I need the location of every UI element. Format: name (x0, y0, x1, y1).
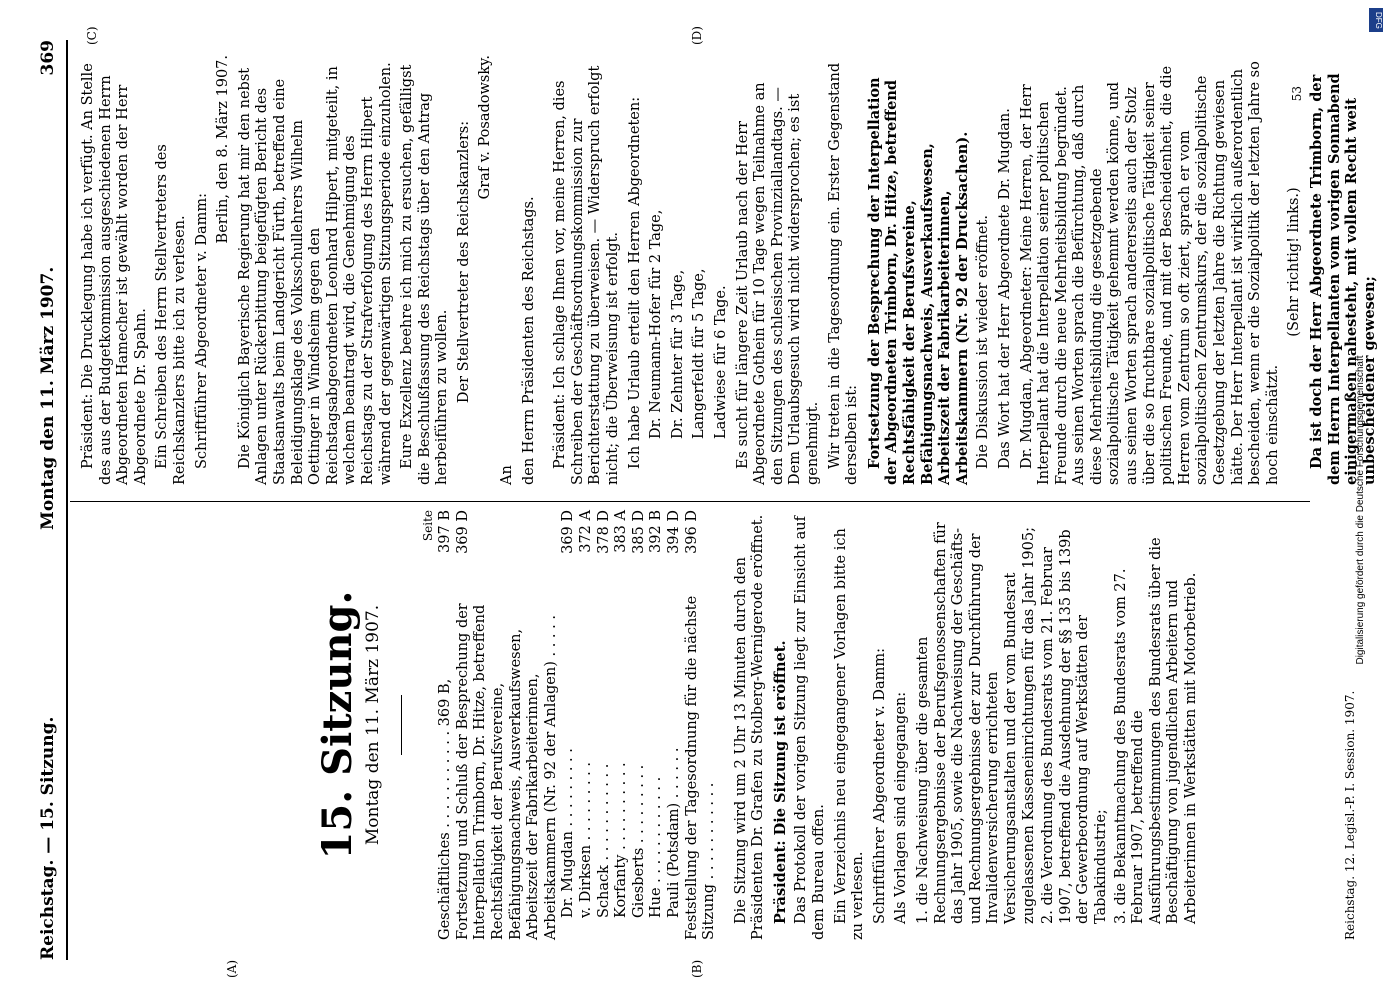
toc-page: 369 D (454, 510, 471, 554)
header-rule (66, 40, 68, 960)
toc-row (684, 510, 719, 940)
list-item: 2. die Verordnung des Bundesrats vom 21. Februar 1907, betreffend die Ausdehnung der §§ 135 bis 139b der Gewerbeordnung auf Werkstätten der Tabakindustrie; (1040, 529, 1109, 924)
digitization-credit (1355, 80, 1371, 940)
toc-text: Giesberts . . . . . . . . . (630, 764, 647, 918)
credit-text: Digitalisierung gefördert durch die Deutsche Forschungsgemeinschaft (1355, 355, 1366, 665)
signature-name: Graf v. Posadowsky. (477, 55, 494, 200)
session-title: 15. Sitzung. (314, 590, 361, 860)
toc-text: Pauli (Potsdam) . . . . . . (665, 747, 682, 918)
page-footer: Reichstag. 12. Legisl.-P. I. Session. 1907. (1343, 690, 1357, 940)
header-date: Montag den 11. März 1907. (38, 266, 58, 530)
paragraph: Eure Exzellenz beehre ich mich zu ersuchen, gefälligst die Beschlußfassung des Reichstags über den Antrag herbeiführen zu wollen. (399, 64, 451, 485)
toc-text: Geschäftliches . . . . . . . . . . . 369 B, (437, 678, 454, 940)
leave-item: Ladwiese für 6 Tage. (713, 285, 729, 439)
toc-page: 385 D (630, 510, 647, 554)
agenda-item: Fortsetzung der Besprechung der Interpellation der Abgeordneten Trimborn, Dr. Hitze, betreffend Rechtsfähigkeit der Berufsvereine, Befähigungsnachweis, Ausverkaufswesen, Arbeitszeit der Fabrikarbeiterinnen, Arbeitskammern (Nr. 92 der Drucksachen). (865, 77, 971, 485)
toc-row (648, 510, 666, 940)
leave-item: Langerfeldt für 5 Tage, (691, 268, 708, 439)
header-left: Reichstag. — 15. Sitzung. (38, 716, 58, 960)
leave-item: Dr. Neumann-Hofer für 2 Tage, (648, 209, 665, 439)
toc-row (437, 510, 455, 940)
margin-mark-a: (A) (225, 959, 239, 978)
speech: Da ist doch der Herr Abgeordnete Trimborn, der dem Herrn Interpellanten vom vorigen Sonnabend einigermaßen nahesteht, mit vollem Recht weit unbescheidener gewesen; (1308, 73, 1378, 485)
speech: Dr. Mugdan, Abgeordneter: Meine Herren, der Herr Interpellant hat die Interpellation seiner politischen Freunde durch die neue Mehrheitsbildung begründet. Aus seinen Worten sprach die Befürchtung, daß durch diese Mehrheitsbildung die gesetzgebende sozialpolitische Tätigkeit gehemmt werden könne, und aus seinen Worten sprach andererseits auch der Stolz über die so fruchtbare sozialpolitische Tätigkeit seiner politischen Freunde, und mit der Bescheidenheit, die die Herren vom Zentrum so oft ziert, sprach er vom sozialpolitischen Zentrumskurs, der die sozialpolitische Gesetzgebung der letzten Jahre die Richtung gewiesen hätte. Der Herr Interpellant ist wirklich außerordentlich bescheiden, wenn er die Sozialpolitik der letzten Jahre so hoch einschätzt. (1018, 61, 1281, 485)
toc-text: Hue . . . . . . . . . . . . (648, 776, 665, 918)
list-item: 1. die Nachweisung über die gesamten Rechnungsergebnisse der Berufsgenossenschaften für das Jahr 1905, sowie die Nachweisung der Geschäfts- und Rechnungsergebnisse der zur Durchführung der Invalidenversicherung errichteten Versicherungsanstalten und der vom Bundesrat zugelassenen Kasseneinrichtungen für das Jahr 1905; (915, 522, 1037, 924)
toc-page: 396 D (683, 510, 700, 554)
margin-mark-b: (B) (690, 959, 704, 978)
toc-page: 392 B (648, 510, 665, 553)
table-of-contents (437, 510, 719, 940)
toc-text: Fortsetzung und Schluß der Besprechung der Interpellation Trimborn, Dr. Hitze, betreffend Rechtsfähigkeit der Berufsvereine, Befähigungsnachweis, Ausverkaufswesen, Arbeitszeit der Fabrikarbeiterinnen, Arbeitskammern (Nr. 92 der Anlagen) . . . . . (454, 603, 559, 940)
interjection: (Sehr richtig! links.) (1286, 187, 1303, 337)
right-column (80, 55, 1382, 485)
paragraph: Schriftführer Abgeordneter v. Damm: (193, 192, 210, 469)
title-rule (401, 695, 402, 755)
paragraph: Das Protokoll der vorigen Sitzung liegt zur Einsicht auf dem Bureau offen. (793, 516, 828, 940)
paragraph: Wir treten in die Tagesordnung ein. Erster Gegenstand derselben ist: (826, 62, 861, 485)
toc-row (666, 510, 684, 940)
column-divider (70, 501, 1310, 502)
toc-page: 394 D (665, 510, 682, 554)
toc-row (596, 510, 614, 940)
dfg-logo: DFG (1369, 8, 1383, 32)
page-number: 369 (38, 40, 58, 76)
toc-row (560, 510, 578, 940)
list-item: 3. die Bekanntmachung des Bundesrats vom 27. Februar 1907, betreffend die Ausführungsbestimmungen des Bundesrats über die Beschäftigung von jugendlichen Arbeitern und Arbeiterinnen in Werkstätten mit Motorbetrieb. (1112, 537, 1199, 924)
paragraph: Die Diskussion ist wieder eröffnet. (975, 215, 992, 469)
paragraph: Ein Verzeichnis neu eingegangener Vorlagen bitte ich zu verlesen. (832, 528, 867, 940)
toc-text: Dr. Mugdan . . . . . . . . . (560, 748, 577, 918)
seite-label: Seite (420, 510, 435, 542)
paragraph: Präsident: Die Drucklegung habe ich verfügt. An Stelle des aus der Budgetkommission ausgeschiedenen Herrn Abgeordneten Hamecher ist gewählt worden der Herr Abgeordnete Dr. Spahn. (80, 63, 149, 485)
toc-page: 397 B (437, 510, 454, 553)
running-header (38, 40, 68, 960)
paragraph: Präsident: Ich schlage Ihnen vor, meine Herren, dies Schreiben der Geschäftsordnungskommission zur Berichterstattung zu überweisen. — Widerspruch erfolgt nicht; die Überweisung ist erfolgt. (552, 65, 622, 485)
paragraph: Es sucht für längere Zeit Urlaub nach der Herr Abgeordnete Gothein für 10 Tage wegen Teilnahme an den Sitzungen des schlesischen Provinziallandtags. — Dem Urlaubsgesuch wird nicht widersprochen; es ist genehmigt. (734, 82, 821, 485)
paragraph: Das Wort hat der Herr Abgeordnete Dr. Mugdan. (996, 108, 1013, 469)
paragraph: Ein Schreiben des Herrn Stellvertreters des Reichskanzlers bitte ich zu verlesen. (154, 144, 188, 485)
toc-page: 383 A (613, 510, 630, 553)
paragraph: Präsident: Die Sitzung ist eröffnet. (771, 640, 789, 924)
leave-item: Dr. Zehnter für 3 Tage, (669, 269, 686, 439)
toc-text: Schack . . . . . . . . . . . (595, 763, 612, 918)
session-date: Montag den 11. März 1907. (363, 604, 383, 846)
item-list (915, 510, 1201, 940)
toc-text: Feststellung der Tagesordnung für die nächste Sitzung . . . . . . . . . . . (683, 595, 718, 940)
toc-page: 369 D (560, 510, 577, 554)
toc-page: 372 A (577, 510, 594, 553)
addressee: An (499, 465, 516, 485)
sheet-number: 53 (1290, 86, 1304, 102)
margin-mark-d: (D) (690, 26, 704, 45)
addressee: den Herrn Präsidenten des Reichstags. (520, 196, 537, 485)
toc-page: 378 D (595, 510, 612, 554)
toc-text: Korfanty . . . . . . . . . . (613, 762, 630, 918)
signature-title: Der Stellvertreter des Reichskanzlers: (455, 120, 472, 404)
left-column (80, 510, 1203, 940)
letter-date: Berlin, den 8. März 1907. (215, 55, 232, 244)
paragraph: Als Vorlagen sind eingegangen: (893, 691, 910, 924)
toc-row (455, 510, 561, 940)
paragraph: Schriftführer Abgeordneter v. Damm: (871, 647, 888, 924)
paragraph: Die Sitzung wird um 2 Uhr 13 Minuten durch den Präsidenten Dr. Grafen zu Stolberg-Wernigerode eröffnet. (732, 514, 767, 940)
paragraph: Die Königlich Bayerische Regierung hat mir den nebst Anlagen unter Rückerbittung beigefügten Bericht des Staatsanwalts beim Landgericht Fürth, betreffend eine Beleidigungsklage des Volksschullehrers Wilhelm Oettinger in Windsheim gegen den Reichstagsabgeordneten Leonhard Hilpert, mitgeteilt, in welchem beantragt wird, die Genehmigung des Reichstags zu der Strafverfolgung des Herrn Hilpert während der gegenwärtigen Sitzungsperiode einzuholen. (236, 62, 394, 485)
paragraph: Ich habe Urlaub erteilt den Herren Abgeordneten: (626, 96, 643, 469)
toc-row (631, 510, 649, 940)
margin-mark-c: (C) (85, 26, 99, 45)
toc-text: v. Dirksen . . . . . . . . . (577, 762, 594, 918)
toc-row (578, 510, 596, 940)
toc-row (613, 510, 631, 940)
